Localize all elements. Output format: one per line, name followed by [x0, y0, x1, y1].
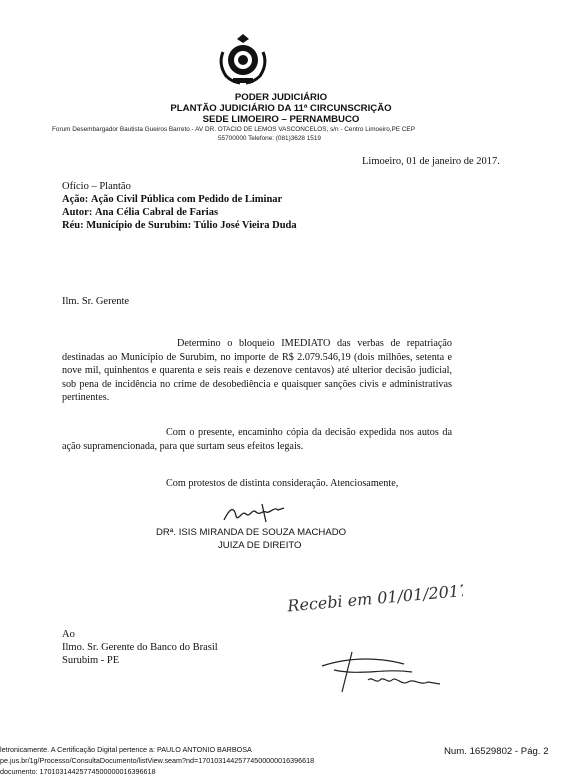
acao-value: Ação Civil Pública com Pedido de Liminar [90, 194, 283, 205]
footer-line-3: documento: 17010314425774500000016396618 [0, 767, 156, 776]
letterhead-line-3: SEDE LIMOEIRO – PERNAMBUCO [202, 114, 360, 125]
autor-value: Ana Célia Cabral de Farias [94, 207, 219, 218]
acao-line [62, 193, 282, 206]
letterhead-line-2: PLANTÃO JUDICIÁRIO DA 11ª CIRCUNSCRIÇÃO [170, 103, 392, 114]
page-reference: Num. 16529802 - Pág. 2 [444, 746, 549, 757]
acao-label: Ação: [62, 194, 89, 205]
signature-name: DRª. ISIS MIRANDA DE SOUZA MACHADO [156, 527, 347, 538]
autor-line [62, 206, 218, 219]
footer-line-2: pe.jus.br/1g/Processo/ConsultaDocumento/listView.seam?nd=17010314425774500000016396618 [0, 756, 315, 765]
addressee-line-2: Ilmo. Sr. Gerente do Banco do Brasil [62, 642, 218, 653]
reu-label: Réu: [62, 220, 84, 231]
autor-label: Autor: [62, 207, 93, 218]
coat-of-arms-icon [214, 30, 272, 88]
salutation: Ilm. Sr. Gerente [62, 296, 130, 307]
reu-line [62, 219, 297, 232]
letterhead-address-1: Forum Desembargador Bautista Gueiros Barreto - AV DR. OTACIO DE LEMOS VASCONCELOS, s/n - Centro Limoeiro,PE CEP [52, 126, 415, 133]
letterhead-address-2: 55700000 Telefone: (081)3628 1519 [218, 135, 321, 142]
oficio-line: Ofício – Plantão [62, 181, 131, 192]
letterhead-line-1: PODER JUDICIÁRIO [234, 92, 328, 103]
handwritten-received-text: Recebi em 01/01/2017 [286, 582, 463, 612]
addressee-line-1: Ao [62, 629, 75, 640]
handwritten-received-note [283, 582, 463, 617]
paragraph-1: Determino o bloqueio IMEDIATO das verbas de repatriação destinadas ao Município de Surubim, no importe de R$ 2.079.546,19 (dois milhões, setenta e nove mil, quinhentos e quarenta e seis reais e dezenove centavos) até ulterior decisão judicial, sob pena de incidência no crime de desobediência e quaisquer sanções civis e administrativas pertinentes. [62, 338, 452, 404]
reu-value: Município de Surubim: Túlio José Vieira Duda [86, 220, 297, 231]
paragraph-2: Com o presente, encaminho cópia da decisão expedida nos autos da ação supramencionada, para que surtam seus efeitos legais. [62, 427, 452, 452]
addressee-line-3: Surubim - PE [62, 655, 120, 666]
paragraph-3: Com protestos de distinta consideração. Atenciosamente, [166, 478, 399, 489]
footer-line-1: letronicamente. A Certificação Digital pertence a: PAULO ANTONIO BARBOSA [0, 745, 252, 754]
receiver-signature [312, 646, 452, 701]
date-line: Limoeiro, 01 de janeiro de 2017. [362, 156, 500, 167]
signature-title: JUIZA DE DIREITO [218, 540, 302, 551]
